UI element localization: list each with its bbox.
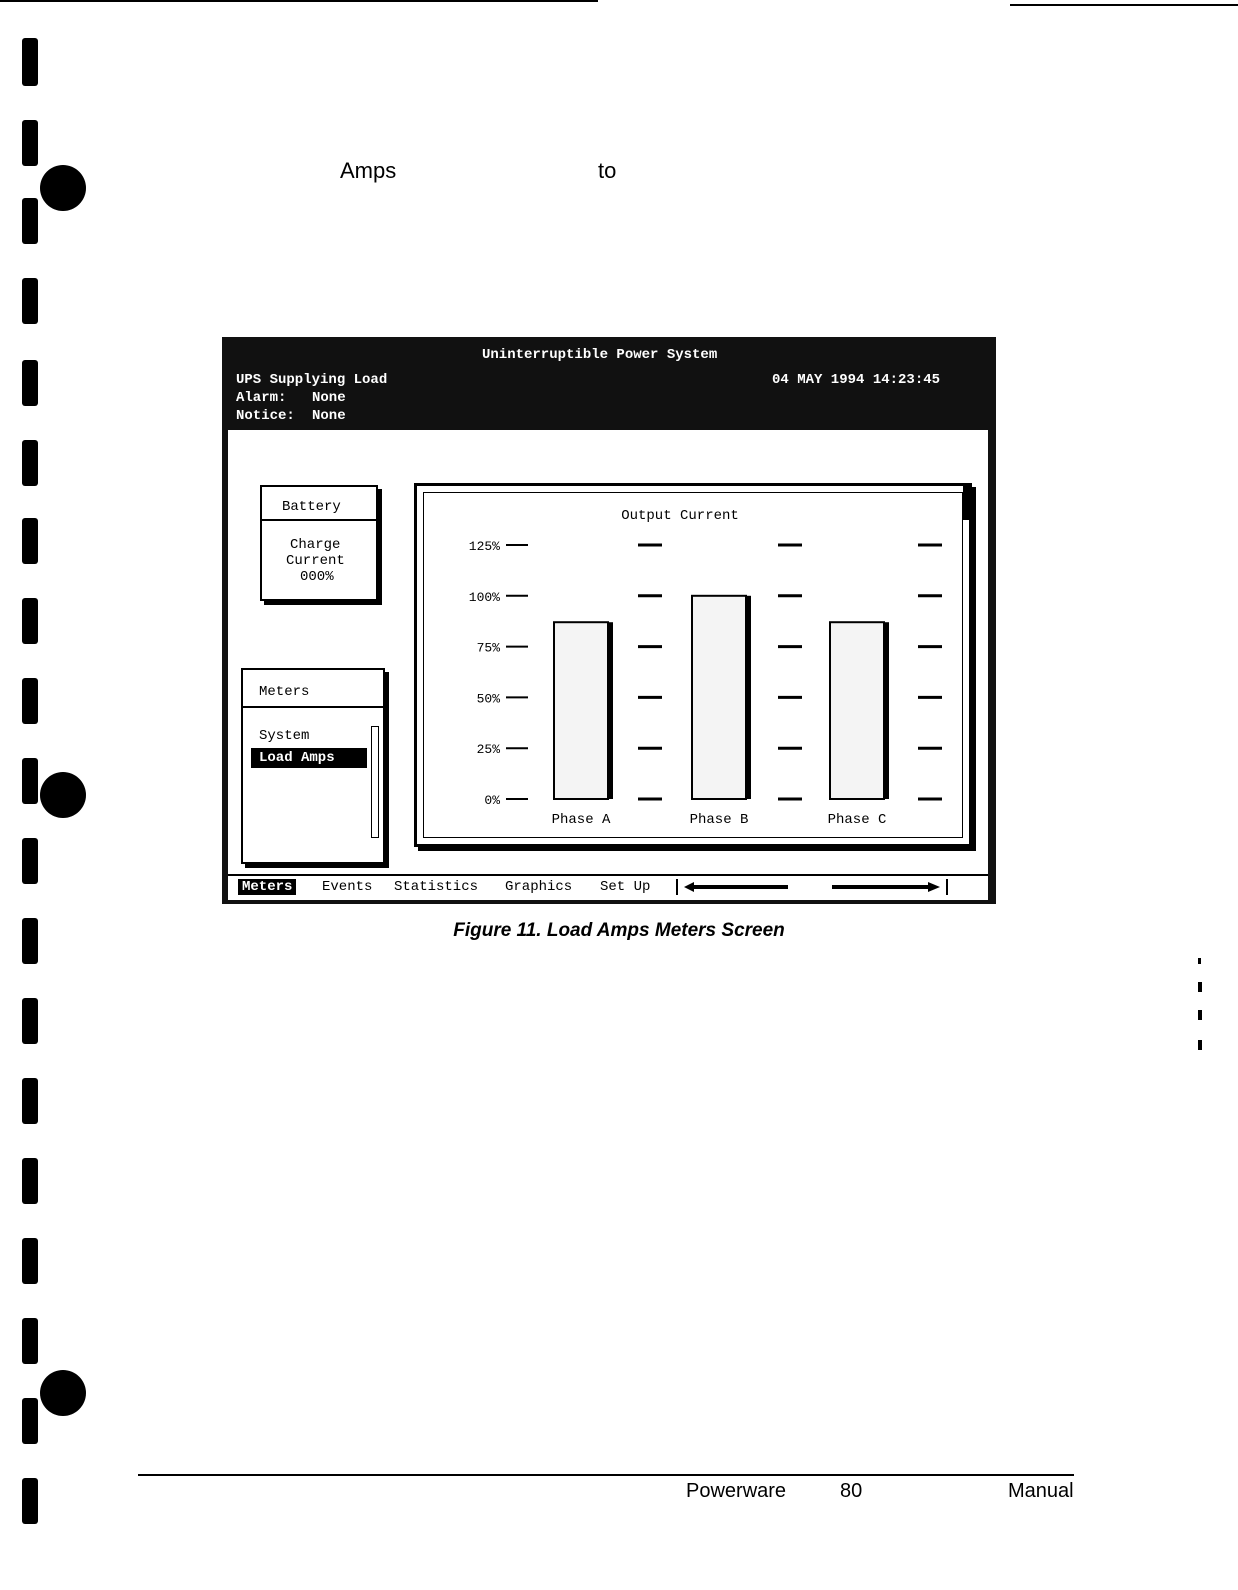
meters-panel <box>241 668 385 864</box>
menu-events[interactable]: Events <box>322 879 373 895</box>
footer-brand: Powerware <box>686 1480 787 1502</box>
binder-mark <box>22 1238 38 1284</box>
binder-mark <box>22 1478 38 1524</box>
y-tick-label: 125% <box>468 539 500 554</box>
binder-mark <box>22 598 38 644</box>
binder-mark <box>22 998 38 1044</box>
battery-value: 000% <box>300 569 334 585</box>
chart-title: Output Current <box>621 508 739 524</box>
x-tick-label: Phase C <box>827 812 887 828</box>
menu-meters[interactable]: Meters <box>238 879 296 895</box>
alarm-value: None <box>312 390 346 406</box>
heading-to: to <box>598 158 617 183</box>
bar-phase-c <box>830 622 884 799</box>
punch-hole <box>40 772 86 818</box>
menu-scroll-left-arrow-icon[interactable] <box>676 879 798 895</box>
heading-amps: Amps <box>340 158 397 183</box>
binder-mark <box>22 278 38 324</box>
menu-scroll-right-arrow-icon[interactable] <box>828 879 948 895</box>
bar-phase-b <box>692 596 746 799</box>
datetime: 04 MAY 1994 14:23:45 <box>772 372 941 388</box>
battery-line1: Charge <box>290 537 341 553</box>
x-tick-label: Phase B <box>689 812 749 828</box>
meters-scrollbar[interactable] <box>371 726 379 838</box>
notice-label: Notice: <box>236 408 295 424</box>
punch-hole <box>40 165 86 211</box>
y-tick-label: 75% <box>476 640 500 656</box>
margin-mark <box>1198 1040 1202 1050</box>
binder-mark <box>22 38 38 86</box>
footer-page-number: 80 <box>840 1480 863 1502</box>
y-tick-label: 25% <box>476 742 500 758</box>
alarm-label: Alarm: <box>236 390 287 406</box>
top-rule-right <box>1010 4 1238 6</box>
margin-mark <box>1198 958 1201 964</box>
battery-panel[interactable] <box>260 485 378 601</box>
binder-mark <box>22 758 38 804</box>
menu-setup[interactable]: Set Up <box>600 879 651 895</box>
meters-title: Meters <box>259 684 310 700</box>
binder-mark <box>22 1398 38 1444</box>
bar-shadow <box>608 622 613 799</box>
battery-line2: Current <box>286 553 345 569</box>
binder-mark <box>22 838 38 884</box>
binder-mark <box>22 518 38 564</box>
binder-mark <box>22 1318 38 1364</box>
footer-rule <box>138 1474 1074 1476</box>
binder-mark <box>22 440 38 486</box>
bar-phase-a <box>554 622 608 799</box>
bar-shadow <box>746 596 751 799</box>
bar-shadow <box>884 622 889 799</box>
menu-graphics[interactable]: Graphics <box>505 879 573 895</box>
y-tick-label: 50% <box>476 691 500 707</box>
x-tick-label: Phase A <box>551 812 611 828</box>
y-tick-label: 0% <box>484 793 500 808</box>
binder-mark <box>22 1078 38 1124</box>
output-current-chart <box>414 483 972 847</box>
menu-statistics[interactable]: Statistics <box>394 879 479 895</box>
margin-mark <box>1198 982 1202 992</box>
margin-mark <box>1198 1010 1202 1020</box>
screen-title: Uninterruptible Power System <box>482 347 718 363</box>
y-tick-label: 100% <box>468 589 500 605</box>
binder-mark <box>22 198 38 244</box>
chart-scrollbar[interactable] <box>963 484 971 520</box>
notice-value: None <box>312 408 346 424</box>
status-text: UPS Supplying Load <box>236 372 388 388</box>
meters-item-load-amps[interactable]: Load Amps <box>251 748 367 768</box>
punch-hole <box>40 1370 86 1416</box>
binder-mark <box>22 120 38 166</box>
ups-screen <box>222 337 996 904</box>
menu-bar <box>228 874 988 900</box>
binder-mark <box>22 360 38 406</box>
binder-mark <box>22 678 38 724</box>
footer-doc: Manual <box>1008 1480 1074 1502</box>
battery-title: Battery <box>282 499 341 515</box>
chart-svg <box>424 493 962 837</box>
binder-mark <box>22 1158 38 1204</box>
top-rule-left <box>0 0 598 2</box>
figure-caption: Figure 11. Load Amps Meters Screen <box>453 920 785 941</box>
meters-item-system[interactable]: System <box>259 728 310 744</box>
